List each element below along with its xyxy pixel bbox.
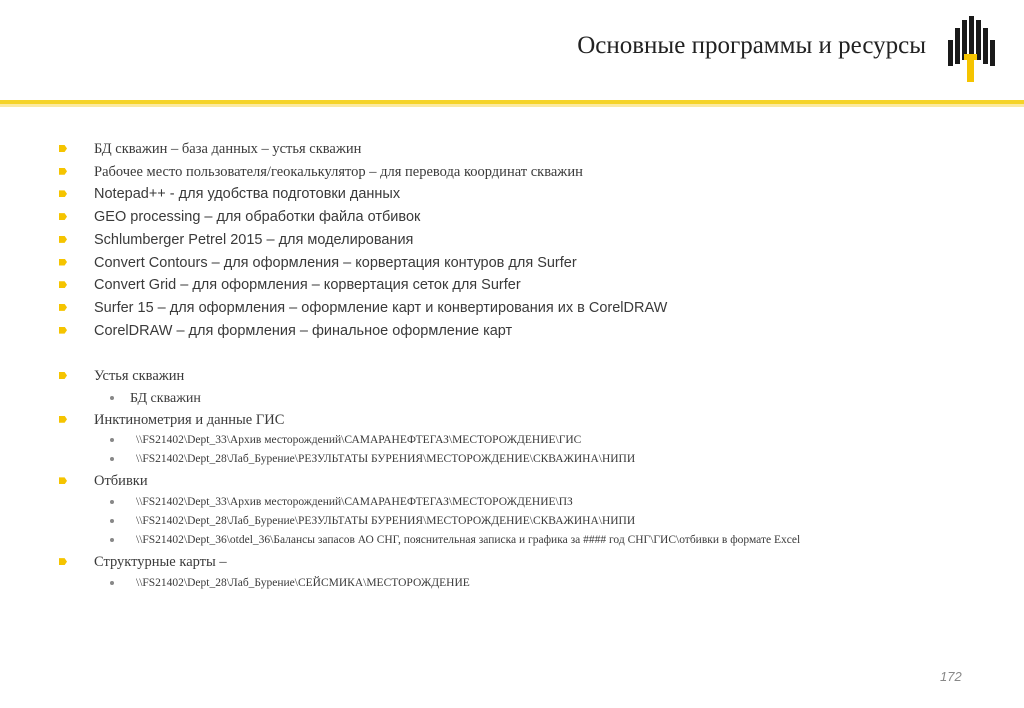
path-text: \\FS21402\Dept_36\otdel_36\Балансы запасов АО СНГ, пояснительная записка и графика за #### год СНГ\ГИС\отбивки в формате Excel bbox=[136, 534, 801, 547]
list-item bbox=[58, 183, 958, 206]
list-item bbox=[58, 138, 958, 161]
item-text: Convert Grid – для оформления – корвертация сеток для Surfer bbox=[94, 277, 521, 294]
list-item bbox=[58, 252, 958, 275]
arrow-bullet-icon bbox=[59, 304, 67, 311]
page-number: 172 bbox=[940, 669, 962, 684]
item-text: Структурные карты – bbox=[94, 554, 227, 571]
arrow-bullet-icon bbox=[59, 327, 67, 334]
arrow-bullet-icon bbox=[59, 145, 67, 152]
path-text: \\FS21402\Dept_28\Лаб_Бурение\СЕЙСМИКА\МЕСТОРОЖДЕНИЕ bbox=[136, 576, 470, 589]
dot-bullet-icon bbox=[110, 519, 114, 523]
dot-bullet-icon bbox=[110, 438, 114, 442]
item-text: Рабочее место пользователя/геокалькулятор – для перевода координат скважин bbox=[94, 163, 583, 180]
company-logo bbox=[948, 14, 998, 89]
dot-bullet-icon bbox=[110, 457, 114, 461]
resource-heading bbox=[58, 551, 958, 574]
path-item bbox=[94, 451, 836, 467]
arrow-bullet-icon bbox=[59, 259, 67, 266]
arrow-bullet-icon bbox=[59, 168, 67, 175]
item-text: Convert Contours – для оформления – корвертация контуров для Surfer bbox=[94, 254, 577, 271]
arrow-bullet-icon bbox=[59, 558, 67, 565]
path-item bbox=[94, 575, 836, 591]
arrow-bullet-icon bbox=[59, 477, 67, 484]
list-item bbox=[58, 229, 958, 252]
header-rule-shadow bbox=[0, 104, 1024, 107]
dot-bullet-icon bbox=[110, 500, 114, 504]
dot-bullet-icon bbox=[110, 581, 114, 585]
item-text: Notepad++ - для удобства подготовки данных bbox=[94, 186, 401, 203]
arrow-bullet-icon bbox=[59, 236, 67, 243]
path-text: \\FS21402\Dept_33\Архив месторождений\САМАРАНЕФТЕГАЗ\МЕСТОРОЖДЕНИЕ\ГИС bbox=[136, 434, 582, 447]
arrow-bullet-icon bbox=[59, 190, 67, 197]
path-item bbox=[94, 532, 836, 548]
path-item bbox=[94, 432, 836, 448]
path-item bbox=[94, 494, 836, 510]
arrow-bullet-icon bbox=[59, 416, 67, 423]
arrow-bullet-icon bbox=[59, 281, 67, 288]
item-text: Отбивки bbox=[94, 473, 148, 490]
item-text: БД скважин bbox=[130, 390, 201, 406]
item-text: БД скважин – база данных – устья скважин bbox=[94, 141, 362, 157]
path-text: \\FS21402\Dept_33\Архив месторождений\САМАРАНЕФТЕГАЗ\МЕСТОРОЖДЕНИЕ\ПЗ bbox=[136, 496, 573, 509]
slide-title: Основные программы и ресурсы bbox=[577, 32, 926, 59]
item-text: Surfer 15 – для оформления – оформление карт и конвертирования их в CorelDRAW bbox=[94, 299, 668, 316]
path-text: \\FS21402\Dept_28\Лаб_Бурение\РЕЗУЛЬТАТЫ БУРЕНИЯ\МЕСТОРОЖДЕНИЕ\СКВАЖИНА\НИПИ bbox=[136, 453, 636, 466]
sub-list-item bbox=[94, 388, 958, 409]
path-text: \\FS21402\Dept_28\Лаб_Бурение\РЕЗУЛЬТАТЫ БУРЕНИЯ\МЕСТОРОЖДЕНИЕ\СКВАЖИНА\НИПИ bbox=[136, 515, 636, 528]
item-text: GEO processing – для обработки файла отбивок bbox=[94, 209, 421, 226]
item-text: CorelDRAW – для формления – финальное оформление карт bbox=[94, 322, 513, 339]
list-spacer bbox=[58, 342, 958, 365]
content-list bbox=[58, 138, 958, 594]
arrow-bullet-icon bbox=[59, 213, 67, 220]
dot-bullet-icon bbox=[110, 538, 114, 542]
item-text: Schlumberger Petrel 2015 – для моделирования bbox=[94, 231, 414, 248]
list-item bbox=[58, 297, 958, 320]
resource-heading bbox=[58, 409, 958, 432]
arrow-bullet-icon bbox=[59, 372, 67, 379]
list-item bbox=[58, 320, 958, 343]
path-item bbox=[94, 513, 836, 529]
item-text: Инктинометрия и данные ГИС bbox=[94, 411, 285, 428]
list-item bbox=[58, 274, 958, 297]
list-item bbox=[58, 206, 958, 229]
resource-heading bbox=[58, 365, 958, 388]
resource-heading bbox=[58, 470, 958, 493]
dot-bullet-icon bbox=[110, 396, 114, 400]
item-text: Устья скважин bbox=[94, 368, 185, 385]
list-item bbox=[58, 161, 958, 184]
